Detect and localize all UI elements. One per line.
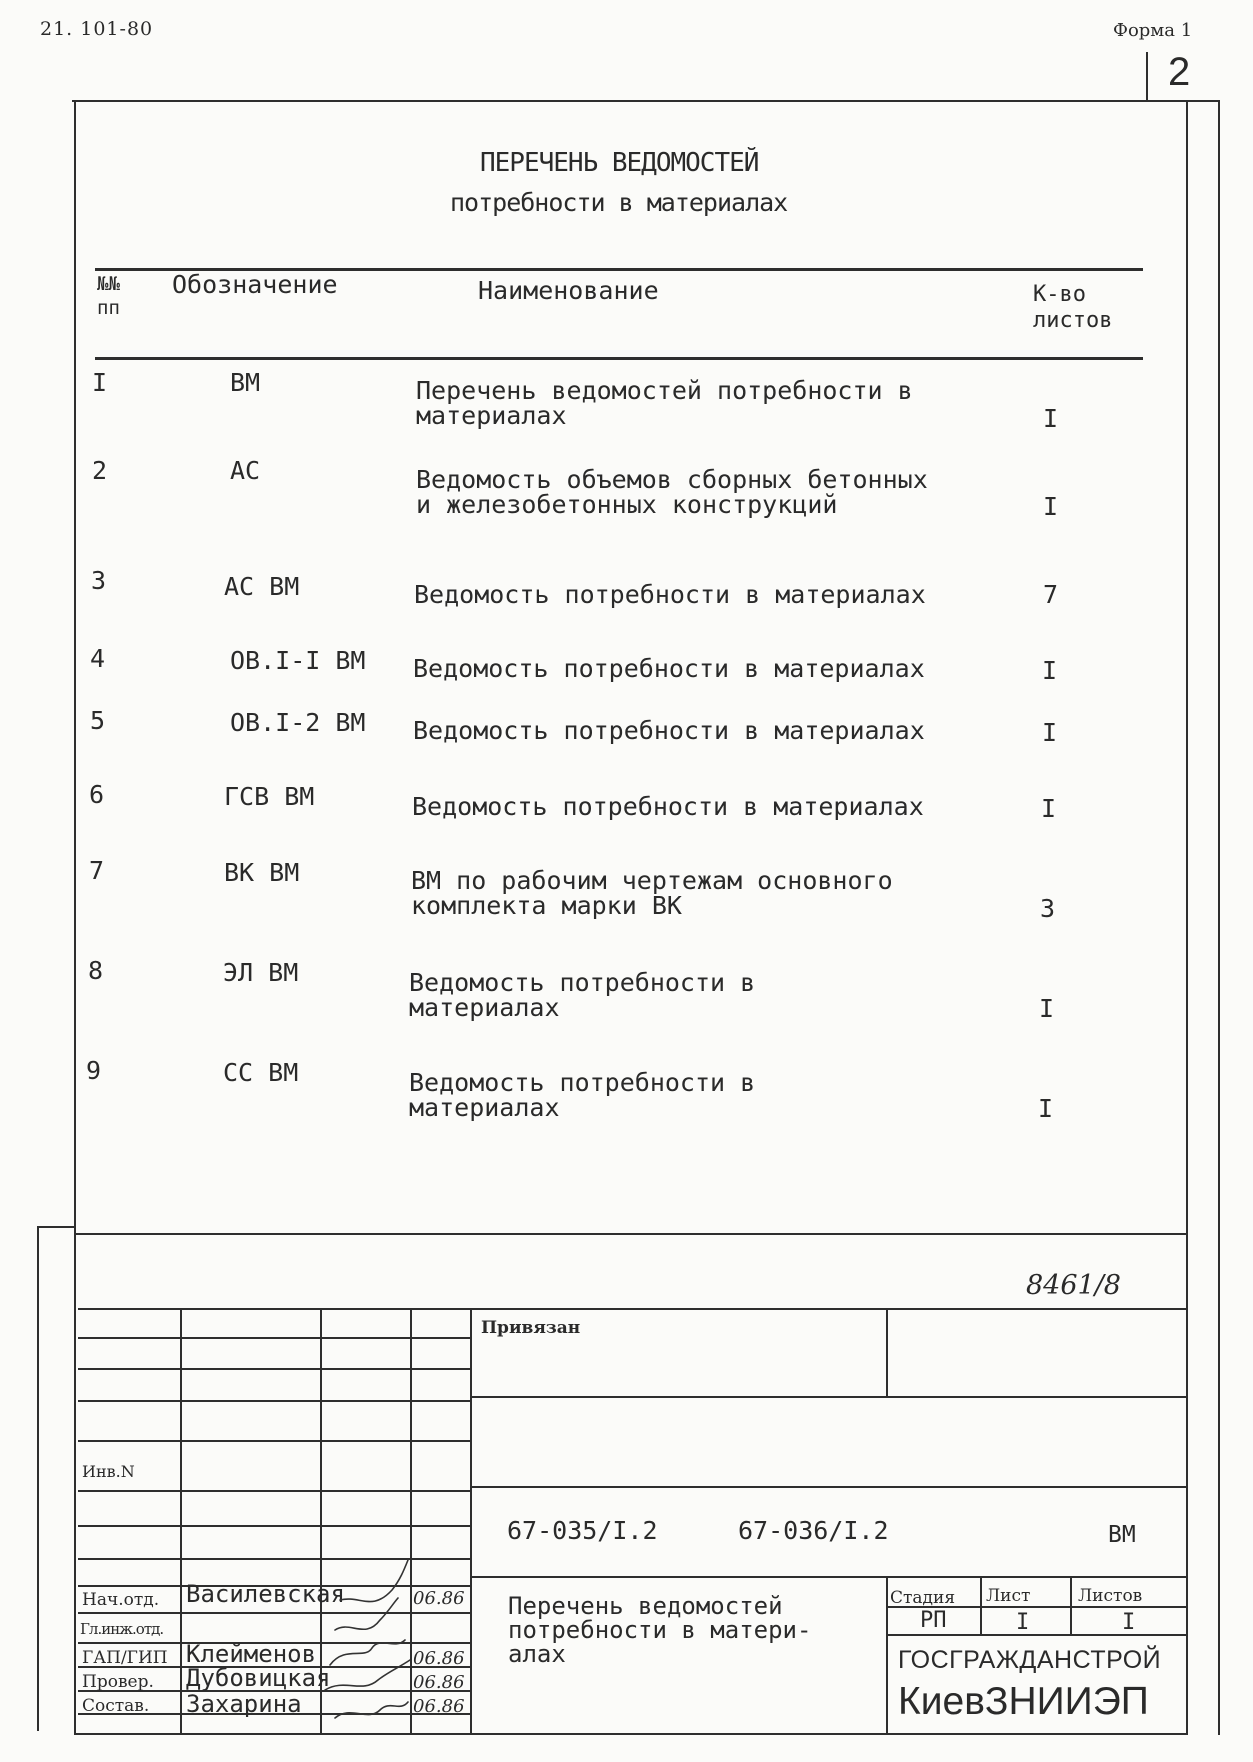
row-name: ВМ по рабочим чертежам основного комплекта марки ВК bbox=[411, 866, 893, 920]
row-designation: АС ВМ bbox=[224, 572, 300, 601]
sign-date: 06.86 bbox=[413, 1588, 465, 1609]
row-count: I bbox=[1043, 404, 1059, 433]
project-code-1: 67-035/I.2 bbox=[507, 1516, 658, 1545]
person-name: Василевская bbox=[186, 1580, 345, 1608]
role-label: Гл.инж.отд. bbox=[80, 1620, 164, 1638]
row-count: I bbox=[1041, 794, 1057, 823]
row-count: I bbox=[1038, 1094, 1054, 1123]
row-name: Ведомость потребности в материалах bbox=[412, 792, 924, 821]
role-label: Нач.отд. bbox=[82, 1590, 160, 1610]
row-number: I bbox=[92, 368, 108, 397]
row-count: I bbox=[1042, 656, 1058, 685]
bound-label: Привязан bbox=[481, 1318, 581, 1338]
person-name: Дубовицкая bbox=[186, 1664, 331, 1692]
row-number: 9 bbox=[86, 1056, 102, 1085]
person-name: Захарина bbox=[186, 1690, 302, 1718]
column-header-count: К-во листов bbox=[1033, 282, 1113, 333]
column-header-number: №№ пп bbox=[97, 273, 120, 319]
sign-date: 06.86 bbox=[413, 1648, 465, 1669]
row-number: 8 bbox=[88, 956, 104, 985]
row-name: Ведомость потребности в материалах bbox=[413, 716, 925, 745]
role-label: Состав. bbox=[82, 1696, 150, 1716]
row-designation: СС ВМ bbox=[223, 1058, 299, 1087]
sheet-label: Лист bbox=[986, 1586, 1031, 1606]
sign-date: 06.86 bbox=[413, 1672, 465, 1693]
row-designation: ГСВ ВМ bbox=[224, 782, 315, 811]
row-designation: ВК ВМ bbox=[224, 858, 300, 887]
row-name: Ведомость потребности в материалах bbox=[414, 580, 926, 609]
document-mark: ВМ bbox=[1108, 1522, 1136, 1548]
role-label: ГАП/ГИП bbox=[82, 1648, 168, 1668]
sheets-label: Листов bbox=[1078, 1586, 1143, 1606]
row-number: 2 bbox=[92, 456, 108, 485]
archive-number: 8461/8 bbox=[1026, 1270, 1121, 1301]
sheet-value: I bbox=[1016, 1610, 1030, 1635]
inventory-label: Инв.N bbox=[82, 1462, 135, 1481]
row-count: 7 bbox=[1043, 580, 1059, 609]
sign-date: 06.86 bbox=[413, 1696, 465, 1717]
row-designation: ЭЛ ВМ bbox=[223, 958, 299, 987]
row-count: I bbox=[1039, 994, 1055, 1023]
person-name: Клейменов bbox=[186, 1640, 317, 1668]
row-designation: АС bbox=[230, 456, 261, 485]
row-number: 3 bbox=[91, 566, 107, 595]
list-subtitle: потребности в материалах bbox=[450, 188, 788, 217]
row-count: I bbox=[1043, 492, 1059, 521]
column-header-name: Наименование bbox=[478, 276, 659, 305]
role-label: Провер. bbox=[82, 1672, 154, 1692]
column-header-designation: Обозначение bbox=[172, 270, 338, 299]
row-name: Ведомость потребности в материалах bbox=[413, 654, 925, 683]
row-designation: ОВ.I-I ВМ bbox=[230, 646, 366, 675]
row-number: 5 bbox=[90, 706, 106, 735]
list-title: ПЕРЕЧЕНЬ ВЕДОМОСТЕЙ bbox=[480, 148, 759, 178]
form-label: Форма 1 bbox=[1113, 20, 1193, 41]
stage-label: Стадия bbox=[890, 1588, 956, 1608]
stage-value: РП bbox=[920, 1608, 947, 1633]
row-designation: ВМ bbox=[230, 368, 261, 397]
row-name: Ведомость потребности в материалах bbox=[409, 968, 756, 1022]
row-name: Ведомость потребности в материалах bbox=[409, 1068, 756, 1122]
organization-name: ГОСГРАЖДАНСТРОЙ bbox=[898, 1646, 1162, 1674]
row-number: 4 bbox=[90, 644, 106, 673]
row-name: Перечень ведомостей потребности в материалах bbox=[416, 376, 913, 430]
row-number: 7 bbox=[89, 856, 105, 885]
row-count: I bbox=[1042, 718, 1058, 747]
row-designation: ОВ.I-2 ВМ bbox=[230, 708, 366, 737]
document-code: 21. 101-80 bbox=[40, 18, 154, 40]
sheets-value: I bbox=[1122, 1610, 1136, 1635]
project-code-2: 67-036/I.2 bbox=[738, 1516, 889, 1545]
institute-name: КиевЗНИИЭП bbox=[898, 1680, 1149, 1723]
row-name: Ведомость объемов сборных бетонных и железобетонных конструкций bbox=[416, 465, 928, 519]
row-number: 6 bbox=[89, 780, 105, 809]
document-title: Перечень ведомостей потребности в матери- алах bbox=[508, 1592, 812, 1668]
sheet-number: 2 bbox=[1168, 50, 1191, 94]
row-count: 3 bbox=[1040, 894, 1056, 923]
